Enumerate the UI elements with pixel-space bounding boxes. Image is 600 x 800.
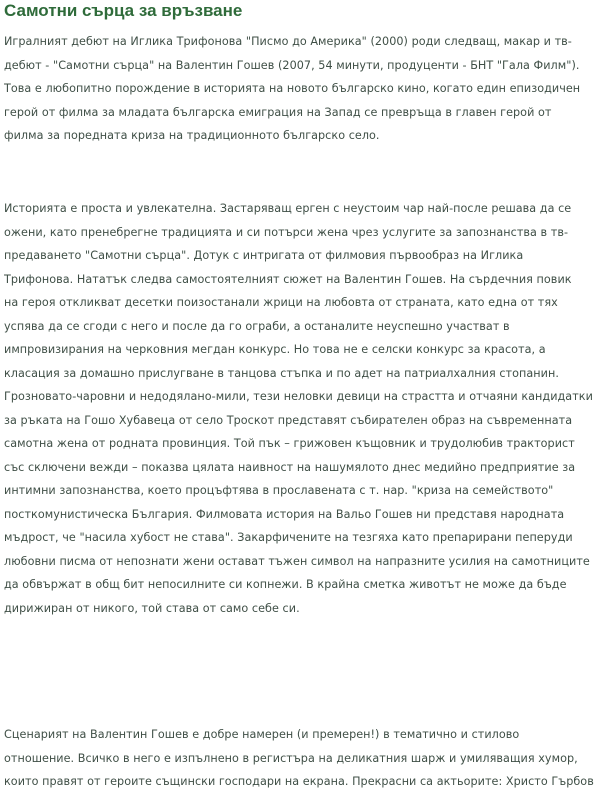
paragraph-line: отношение. Всичко в него е изпълнено в регистъра на деликатния шарж и умиляващия хумор, <box>4 751 578 765</box>
paragraph-line: Историята е проста и увлекателна. Застаряващ ерген с неустоим чар най-после решава да се <box>4 202 572 215</box>
paragraph-line: дирижиран от никого, той става от само себе си. <box>4 601 300 615</box>
paragraph-line: герой от филма за младата българска емиграция на Запад се превръща в главен герой от <box>4 105 552 119</box>
paragraph-line: любовни писма от непознати жени остават тъжен символ на напразните усилия на самотниците <box>4 554 590 568</box>
paragraph-1 <box>4 30 594 148</box>
paragraph-line: Сценарият на Валентин Гошев е добре намерен (и премерен!) в тематично и стилово <box>4 728 520 741</box>
paragraph-line: импровизирания на черковния мегдан конкурс. Но това не е селски конкурс за красота, а <box>4 343 546 356</box>
article-title: Самотни сърца за връзване <box>4 1 243 20</box>
paragraph-2 <box>4 197 594 667</box>
paragraph-line: предаването "Самотни сърца". Дотук с интригата от филмовия първообраз на Иглика <box>4 249 524 262</box>
paragraph-line: ожени, като пренебрегне традицията и си потърси жена чрез услугите за запознанства в тв- <box>4 225 569 239</box>
paragraph-line: на героя откликват десетки поизостанали жрици на любовта от страната, като една от тях <box>4 296 558 309</box>
paragraph-line: Трифонова. Нататък следва самостоятелният сюжет на Валентин Гошев. На сърдечния повик <box>4 272 572 286</box>
paragraph-line: със сключени вежди – показва цялата наивност на нашумялото днес медийно предприятие за <box>4 460 576 474</box>
paragraph-line: Грозновато-чаровни и недодялано-мили, тези неловки девици на страстта и отчаяни кандидатки <box>4 390 593 403</box>
paragraph-line: мъдрост, че "насила хубост не става". Закарфичените на тезгяха като препарирани пеперуди <box>4 531 573 544</box>
paragraph-line <box>4 620 594 644</box>
paragraph-line: самотна жена от родната провинция. Той пък – грижовен къщовник и трудолюбив тракторист <box>4 437 575 450</box>
paragraph-line: Това е любопитно порождение в историята на новото българско кино, когато един епизодичен <box>4 82 581 95</box>
paragraph-line <box>4 644 594 668</box>
paragraph-line: да обвържат в общ бит непосилните си копнежи. В крайна сметка животът не може да бъде <box>4 578 567 591</box>
paragraph-line: класация за домашно прислугване в танцова стъпка и по адет на патриалхалния стопанин. <box>4 366 559 380</box>
paragraph-line: филма за поредната криза на традиционното българско село. <box>4 129 380 142</box>
paragraph-line: дебют - "Самотни сърца" на Валентин Гошев (2007, 54 минути, продуценти - БНТ "Гала Филм"). <box>4 58 580 72</box>
paragraph-line: които правят от героите същински господари на екрана. Прекрасни са актьорите: Христо Гърбов <box>4 775 594 788</box>
paragraph-line: успява да се сгоди с него и после да го ограби, а останалите неуспешно участват в <box>4 319 510 333</box>
paragraph-line: посткомунистическа България. Филмовата история на Вальо Гошев ни представя народната <box>4 507 565 521</box>
paragraph-line: Игралният дебют на Иглика Трифонова "Писмо до Америка" (2000) роди следващ, макар и тв- <box>4 35 572 48</box>
paragraph-line: за ръката на Гошо Хубавеца от село Троскот представят събирателен образ на съвременната <box>4 413 573 427</box>
paragraph-3 <box>4 723 594 794</box>
paragraph-line: интимни запознанства, което процъфтява в прославената с т. нар. "криза на семейството" <box>4 484 554 497</box>
